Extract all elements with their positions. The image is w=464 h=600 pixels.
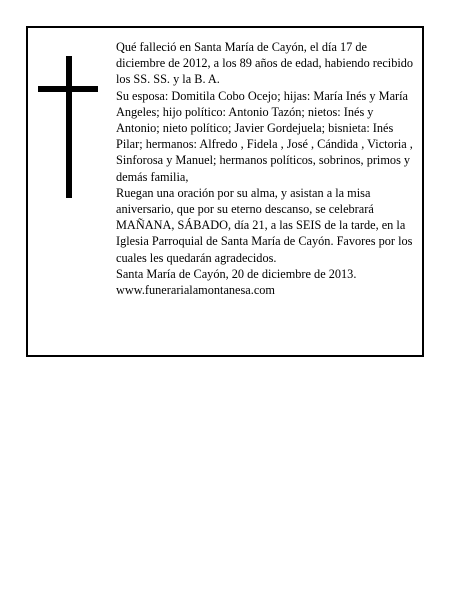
family-list: Su esposa: Domitila Cobo Ocejo; hijas: María Inés y María Angeles; hijo político: Antonio Tazón; nietos: Inés y Antonio; nieto político; Javier Gordejuela; bisnieta: Inés Pilar; hermanos: Alfredo , Fidela , José , Cándida , Victoria , Sinforosa y Manuel; hermanos políticos, sobrinos, primos y demás familia, <box>116 88 413 184</box>
death-announcement: Qué falleció en Santa María de Cayón, el día 17 de diciembre de 2012, a los 89 años de edad, habiendo recibido los SS. SS. y la B. A. <box>116 40 414 87</box>
place-date: Santa María de Cayón, 20 de diciembre de 2013. <box>116 266 357 281</box>
cross-horizontal-bar <box>38 86 98 92</box>
mass-invitation: Ruegan una oración por su alma, y asistan a la misa aniversario, que por su eterno descanso, se celebrará MAÑANA, SÁBADO, día 21, a las SEIS de la tarde, en la Iglesia Parroquial de Santa María de Cayón. Favores por los cuales les quedarán agradecidos. <box>116 185 413 265</box>
website: www.funerarialamontanesa.com <box>116 283 275 298</box>
cross-icon <box>38 56 98 198</box>
notice-text <box>116 39 418 298</box>
obituary-notice <box>26 26 424 357</box>
cross-vertical-bar <box>66 56 72 198</box>
